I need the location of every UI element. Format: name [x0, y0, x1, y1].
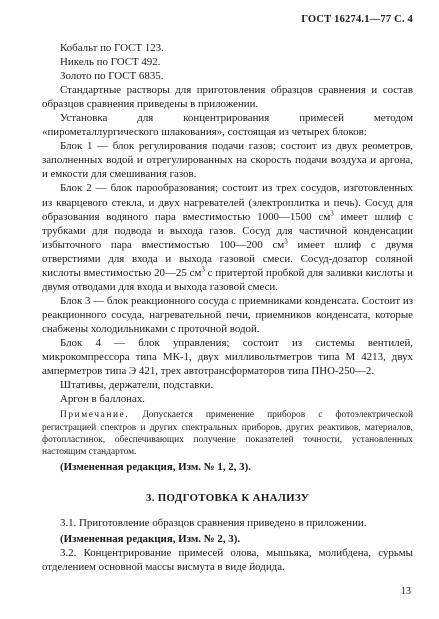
superscript-3: 3 — [201, 265, 205, 274]
paragraph-block3: Блок 3 — блок реакционного сосуда с приемниками конденсата. Состоит из реакционного сосуда, нагревательной печи, приемников конденсата, которые снабжены холодильниками с проточной водой. — [42, 294, 413, 335]
section-title: 3. ПОДГОТОВКА К АНАЛИЗУ — [145, 492, 310, 505]
paragraph-argon: Аргон в баллонах. — [60, 393, 145, 406]
paragraph-block4: Блок 4 — блок управления; состоит из системы вентилей, микрокомпрессора типа МК-1, двух милливольтметров типа М 4213, двух амперметров типа Э 421, трех автотрансформаторов типа ПНО-250—2. — [42, 336, 413, 378]
paragraph-block1: Блок 1 — блок регулирования подачи газов; состоит из двух реометров, заполненных водой и отрегулированных на скорость подачи воздуха и аргона, и емкости для смешивания газов. — [42, 140, 413, 181]
note-text: Допускается применение приборов с фотоэлектрической регистрацией спектров и других спектральных приборов, других реактивов, материалов, фотопластинок, обеспечивающих получение показателей точности, установленных настоящим стандартом. — [42, 410, 413, 458]
revision-note-1: (Измененная редакция, Изм. № 1, 2, 3). — [60, 461, 251, 474]
material-cobalt: Кобальт по ГОСТ 123. — [60, 42, 164, 54]
paragraph-stands: Штативы, держатели, подставки. — [60, 379, 214, 392]
paragraph-installation: Установка для концентрирования примесей методом «пирометаллургического шлакования», состоящая из четырех блоков: — [42, 112, 413, 139]
material-nickel: Никель по ГОСТ 492. — [60, 56, 161, 69]
paragraph-3-1: 3.1. Приготовление образцов сравнения приведено в приложении. — [60, 516, 367, 529]
note — [42, 409, 413, 458]
block2-text-1: Блок 2 — блок парообразования; состоит из трех сосудов, изготовленных из кварцевого стекла, и двух нагревателей (электроплитка и печь). Сосуд для образования водяного пара вместимостью 1000—1500 см — [42, 182, 413, 223]
paragraph-block2 — [42, 181, 413, 293]
block2-text-3: имеет шлиф с двумя отверстиями для входа и выхода газовой смеси. Сосуд-дозатор соляной кислоты вместимостью 20—25 см — [42, 238, 413, 279]
page-header: ГОСТ 16274.1—77 С. 4 — [301, 14, 413, 25]
block2-text-2: имеет шлиф с трубками для подвода и выхода газов. Сосуд для частичной конденсации избыточного пара вместимостью 100—200 см — [42, 210, 413, 251]
note-label: Примечание. — [60, 410, 130, 421]
page-number: 13 — [401, 586, 411, 597]
revision-note-2: (Измененная редакция, Изм. № 2, 3). — [60, 532, 241, 545]
superscript-3: 3 — [330, 208, 334, 217]
block2-text-4: с притертой пробкой для заливки кислоты и двумя отводами для входа и выхода газовой смеси. — [42, 266, 413, 293]
body-text — [42, 41, 413, 574]
paragraph-3-2: 3.2. Концентрирование примесей олова, мышьяка, молибдена, сурьмы отделением основной массы висмута в виде йодида. — [42, 546, 413, 573]
paragraph-standard-solutions: Стандартные растворы для приготовления образцов сравнения и состав образцов сравнения приведены в приложении. — [42, 84, 413, 111]
superscript-3: 3 — [284, 237, 288, 246]
material-gold: Золото по ГОСТ 6835. — [60, 70, 164, 83]
